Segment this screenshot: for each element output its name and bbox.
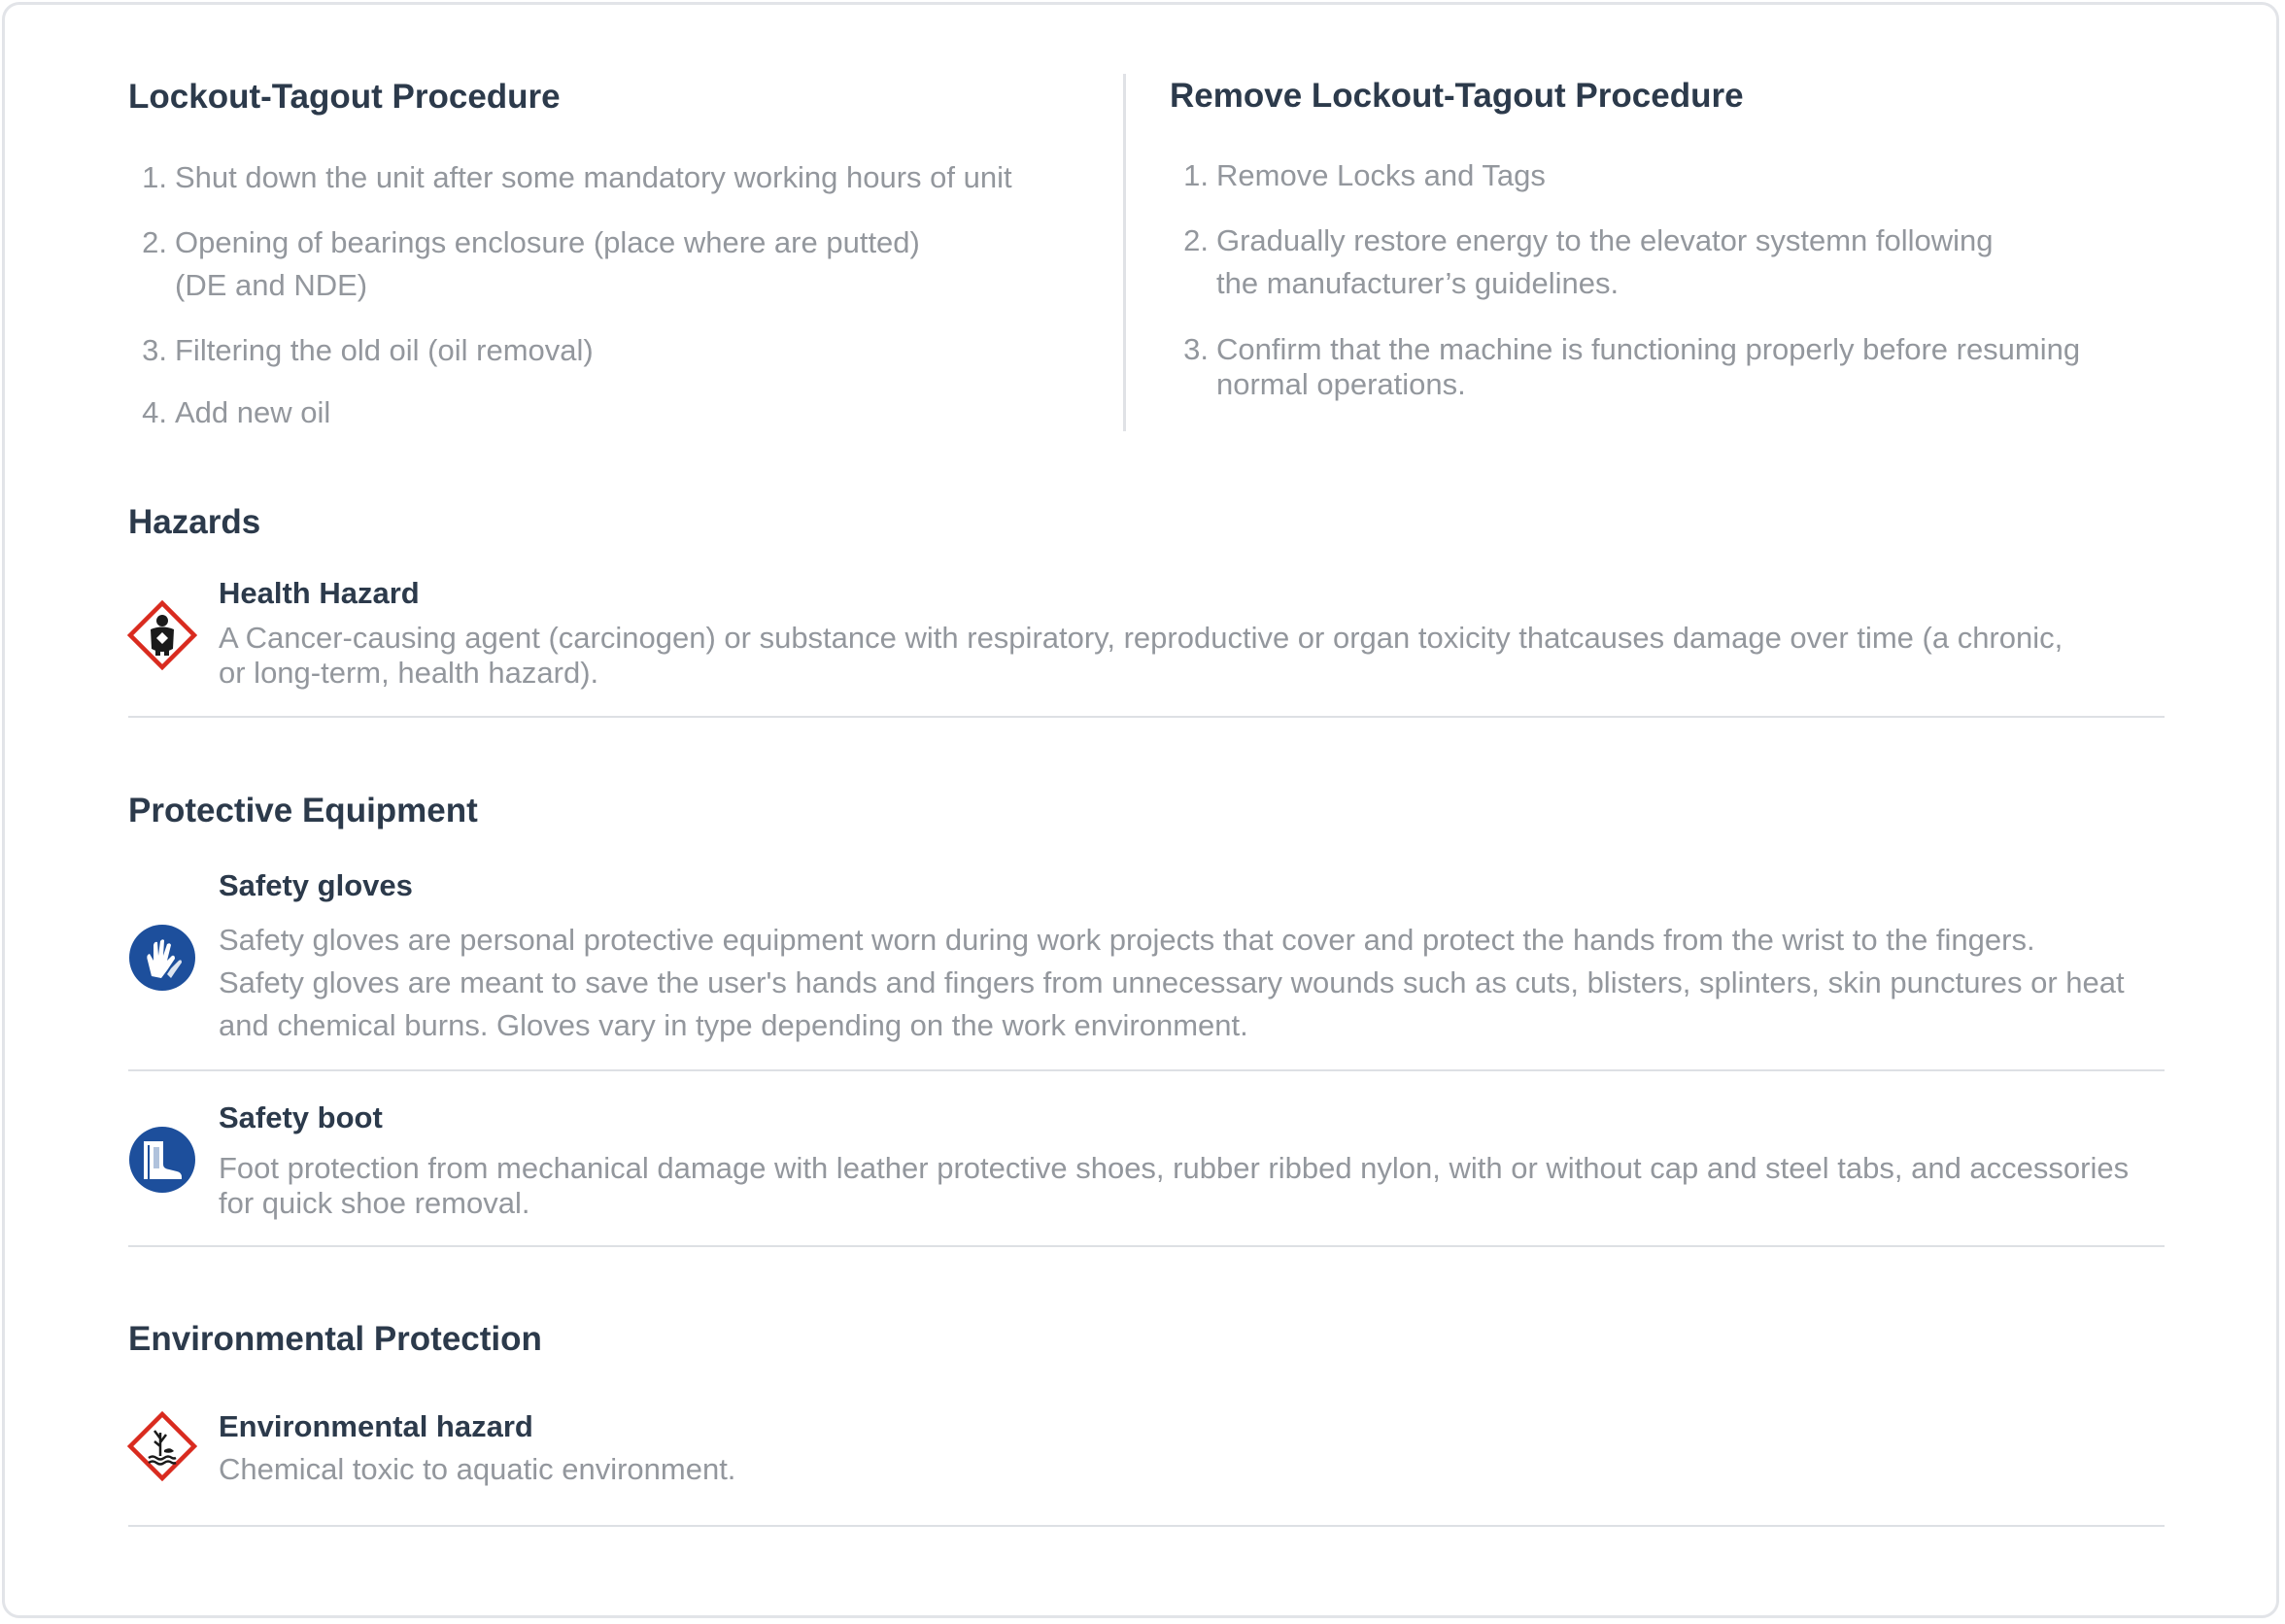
step-text: Filtering the old oil (oil removal)	[175, 333, 594, 367]
environmental-protection-title: Environmental Protection	[128, 1320, 542, 1358]
step-number: 3.	[1183, 332, 1209, 366]
step-text: Remove Locks and Tags	[1216, 158, 1546, 192]
step-text: Add new oil	[175, 395, 331, 429]
remove-lockout-title: Remove Lockout-Tagout Procedure	[1170, 77, 1744, 115]
divider	[128, 1525, 2165, 1527]
step-number: 2.	[142, 225, 167, 259]
step-number: 1.	[142, 160, 167, 194]
step-text: Opening of bearings enclosure (place where are putted)	[175, 225, 920, 259]
step-number: 3.	[142, 333, 167, 367]
column-divider	[1123, 74, 1126, 431]
equipment-description-continued: for quick shoe removal.	[219, 1186, 530, 1220]
equipment-description: Safety gloves are personal protective equipment worn during work projects that cover and protect the hands from the wrist to the fingers.	[219, 923, 2035, 957]
step-number: 2.	[1183, 223, 1209, 257]
step-text: Shut down the unit after some mandatory working hours of unit	[175, 160, 1012, 194]
divider	[128, 716, 2165, 718]
step-text: Confirm that the machine is functioning properly before resuming	[1216, 332, 2081, 366]
equipment-description-continued: and chemical burns. Gloves vary in type depending on the work environment.	[219, 1008, 1248, 1042]
divider	[128, 1245, 2165, 1247]
step-text-continued: the manufacturer’s guidelines.	[1216, 266, 1620, 300]
protective-equipment-title: Protective Equipment	[128, 792, 478, 829]
hazards-title: Hazards	[128, 503, 261, 541]
environmental-hazard-icon	[127, 1411, 197, 1481]
health-hazard-icon	[127, 600, 197, 670]
hazard-description-continued: or long-term, health hazard).	[219, 656, 599, 690]
equipment-description: Foot protection from mechanical damage with leather protective shoes, rubber ribbed nylon, with or without cap and steel tabs, and accessories	[219, 1151, 2130, 1185]
hazard-name: Health Hazard	[219, 576, 420, 610]
step-text-continued: normal operations.	[1216, 367, 1466, 401]
hazard-description: A Cancer-causing agent (carcinogen) or substance with respiratory, reproductive or organ toxicity thatcauses damage over time (a chronic,	[219, 621, 2063, 655]
step-text: Gradually restore energy to the elevator systemn following	[1216, 223, 1994, 257]
safety-gloves-icon	[128, 924, 196, 992]
divider	[128, 1069, 2165, 1071]
lockout-title: Lockout-Tagout Procedure	[128, 78, 561, 116]
environmental-description: Chemical toxic to aquatic environment.	[219, 1452, 736, 1486]
equipment-description-continued: Safety gloves are meant to save the user's hands and fingers from unnecessary wounds such as cuts, blisters, splinters, skin punctures or heat	[219, 965, 2125, 999]
equipment-name: Safety boot	[219, 1100, 383, 1134]
step-number: 4.	[142, 395, 167, 429]
step-text-continued: (DE and NDE)	[175, 268, 368, 302]
environmental-name: Environmental hazard	[219, 1409, 533, 1443]
equipment-name: Safety gloves	[219, 868, 413, 902]
safety-boot-icon	[128, 1126, 196, 1194]
step-number: 1.	[1183, 158, 1209, 192]
